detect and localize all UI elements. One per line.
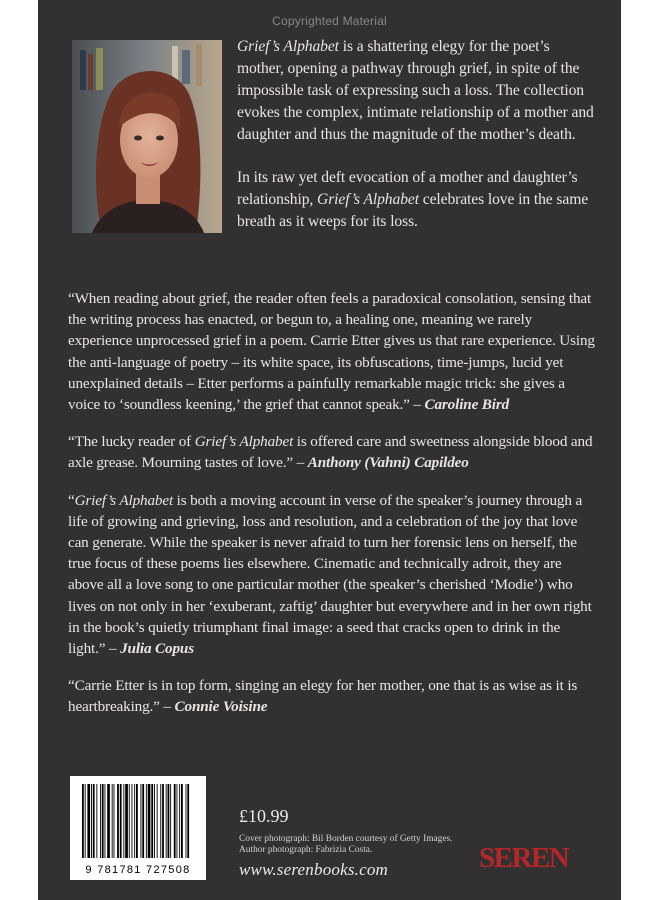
barcode-bar (100, 784, 101, 858)
barcode-bar (112, 784, 113, 858)
barcode-bar (82, 784, 84, 858)
barcode-bar (120, 784, 122, 858)
description-paragraph (237, 167, 599, 233)
copyright-watermark: Copyrighted Material (272, 14, 387, 28)
barcode-bar (151, 784, 153, 858)
book-title: Grief’s Alphabet (317, 191, 419, 208)
book-back-cover (38, 0, 621, 900)
quote-author: Caroline Bird (424, 396, 510, 414)
review-quote (68, 288, 598, 415)
barcode-bar (174, 784, 176, 858)
book-title: Grief’s Alphabet (194, 433, 294, 451)
review-quotes (68, 288, 598, 734)
barcode-bar (166, 784, 167, 858)
barcode-bar (102, 784, 104, 858)
barcode-bar (105, 784, 106, 858)
review-quote (68, 431, 598, 473)
barcode-bar (170, 784, 171, 858)
barcode-bar (168, 784, 170, 858)
description-text: celebrates love in the same breath as it weeps for its loss. (237, 191, 589, 230)
description-text: In its raw yet deft evocation of a mother and daughter’s relationship, (237, 169, 578, 208)
barcode-bar (148, 784, 151, 858)
barcode-bar (114, 784, 115, 858)
description-paragraph (237, 36, 599, 146)
quote-author: Julia Copus (120, 640, 194, 658)
barcode-bar (85, 784, 86, 858)
price: £10.99 (239, 806, 289, 826)
barcode-bar (181, 784, 183, 858)
book-title: Grief’s Alphabet (74, 491, 174, 509)
barcode-bar (132, 784, 133, 858)
barcode-bar (136, 784, 138, 858)
book-description (237, 36, 599, 233)
publisher-logo: SEREN (479, 842, 569, 874)
quote-text: is offered care and sweetness alongside blood and axle grease. Mourning tastes of love.” – (68, 433, 593, 472)
barcode-bar (117, 784, 119, 858)
barcode-bar (142, 784, 144, 858)
barcode-bar (177, 784, 178, 858)
barcode-bars (70, 776, 206, 862)
barcode-bar (141, 784, 142, 858)
barcode-bar (160, 784, 161, 858)
description-text: is a shattering elegy for the poet’s mother, opening a pathway through grief, in spite of the impossible task of expressing such a loss. The collection evokes the complex, intimate relationship of a mother and daughter and thus the magnitude of the mother’s death. (237, 38, 594, 143)
cover-photo-credit: Cover photograph: Bil Borden courtesy of Getty Images. (239, 834, 453, 844)
isbn-barcode (70, 776, 206, 880)
barcode-bar (91, 784, 92, 858)
author-photo-credit: Author photograph: Fabrizia Costa. (239, 845, 373, 855)
photo-credits (239, 834, 453, 856)
quote-text: is both a moving account in verse of the speaker’s journey through a life of growing and grieving, loss and resolution, and a celebration of the joy that love can generate. While the speaker is never afraid to turn her forensic lens on herself, the true focus of these poems lies elsewhere. Cinematic and technically adroit, they are above all a love song to one particular mother (the speaker’s cherished ‘Modie’) who lives on not only in her ‘exuberant, zaftig’ daughter but everywhere and in her own right in the book’s quietly triumphant final image: a seed that cracks open to drink in the light.” – (68, 491, 592, 658)
barcode-bar (96, 784, 97, 858)
review-quote (68, 675, 598, 717)
publisher-website: www.serenbooks.com (239, 860, 389, 879)
barcode-bar (157, 784, 158, 858)
barcode-bar (123, 784, 124, 858)
barcode-bar (179, 784, 180, 858)
quote-author: Connie Voisine (174, 698, 268, 716)
barcode-bar (87, 784, 90, 858)
barcode-bar (154, 784, 155, 858)
barcode-bar (125, 784, 128, 858)
quote-text: “When reading about grief, the reader often feels a paradoxical consolation, sensing that the writing process has enacted, or begun to, a healing one, meaning we rarely experience unprocessed grief in a poem. Carrie Etter gives us that rare experience. Using the anti-language of poetry – its white space, its obfuscations, time-jumps, lucid yet unexplained details – Etter performs a painfully remarkable magic trick: she gives a voice to ‘soundless keening,’ the grief that cannot speak.” – (68, 290, 595, 414)
barcode-bar (186, 784, 187, 858)
barcode-bar (134, 784, 135, 858)
quote-text: “Carrie Etter is in top form, singing an elegy for her mother, one that is as wise as it is heartbreaking.” – (68, 677, 578, 716)
barcode-bar (162, 784, 164, 858)
barcode-bar (187, 784, 189, 858)
isbn-number: 9 781781 727508 (85, 864, 191, 876)
book-title: Grief’s Alphabet (237, 38, 339, 55)
quote-text: “The lucky reader of (68, 433, 195, 451)
barcode-bar (146, 784, 147, 858)
review-quote (68, 490, 598, 660)
barcode-bar (129, 784, 130, 858)
barcode-bar (107, 784, 110, 858)
quote-text: “ (68, 491, 75, 509)
quote-author: Anthony (Vahni) Capildeo (307, 454, 469, 472)
author-photo (72, 40, 222, 233)
barcode-bar (93, 784, 95, 858)
